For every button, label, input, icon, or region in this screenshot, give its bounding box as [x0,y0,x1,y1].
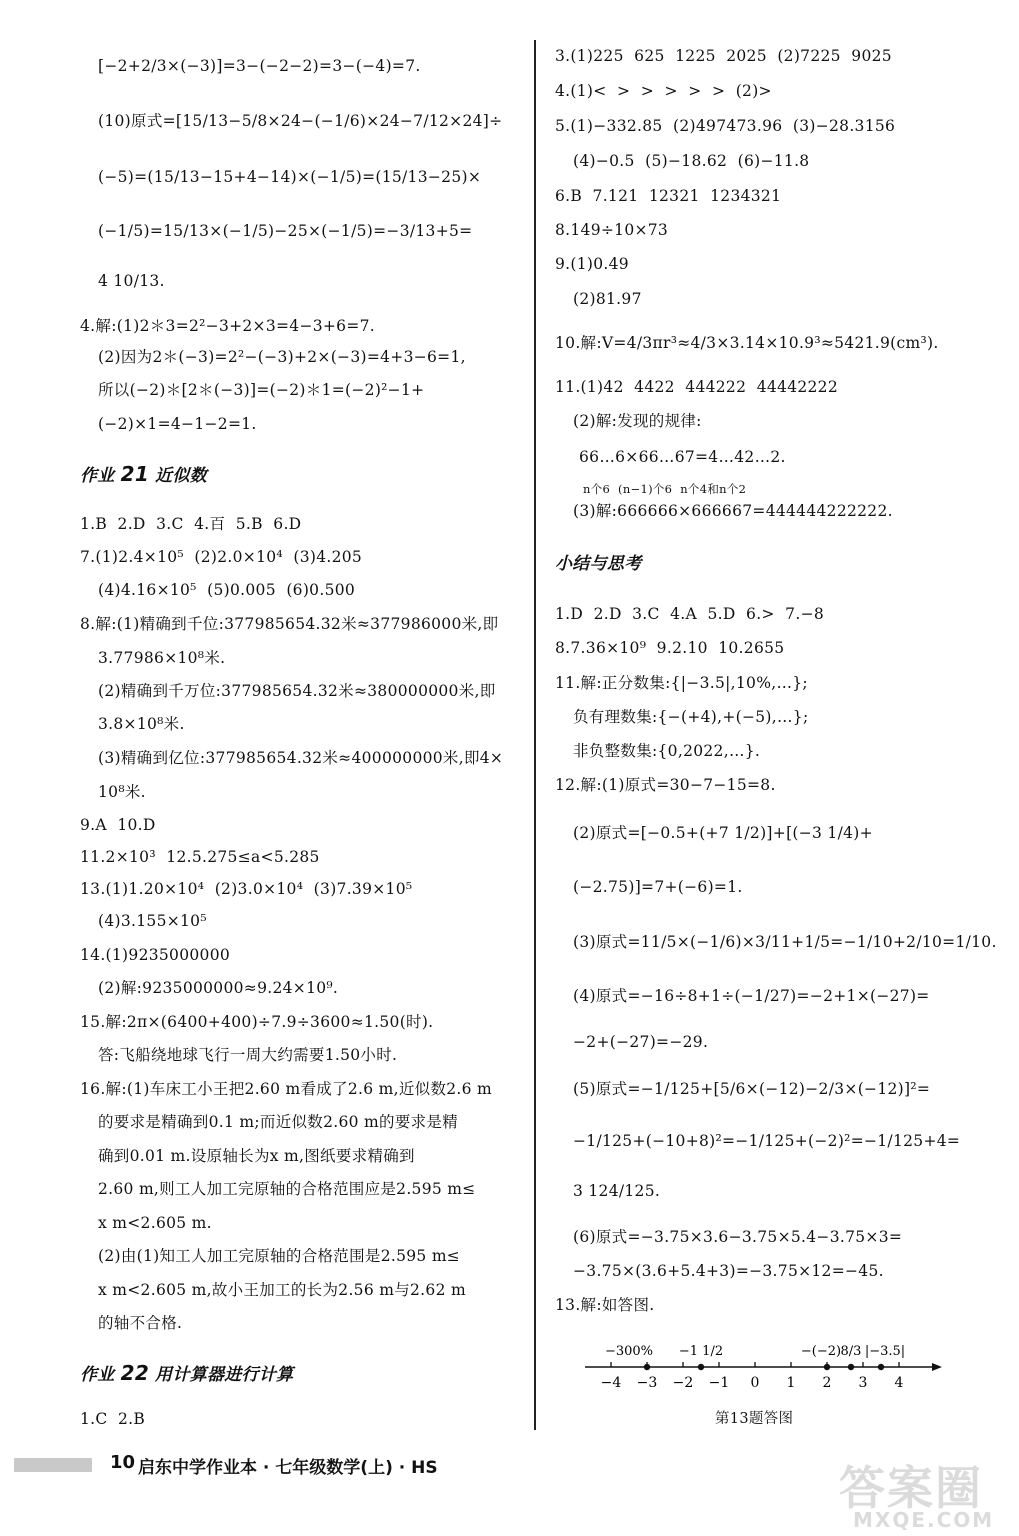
section-heading-summary: 小结与思考 [555,554,642,574]
text-line: 1.C 2.B [80,1410,146,1428]
text-line: (3)解:666666×666667=444444222222. [573,502,893,520]
text-line: 3 124/125. [573,1182,661,1200]
book-title: 启东中学作业本 · 七年级数学(上) · HS [138,1458,438,1478]
text-line: (2)因为2＊(−3)=2²−(−3)+2×(−3)=4+3−6=1, [98,348,466,366]
number-line-svg [580,1335,950,1405]
text-line: 的轴不合格. [98,1314,183,1332]
text-line: 11.(1)42 4422 444222 44442222 [555,378,838,396]
point-label: −(−2) [800,1344,842,1359]
text-line: (−5)=(15/13−15+4−14)×(−1/5)=(15/13−25)× [98,168,482,186]
text-line: n个6 (n−1)个6 n个4和n个2 [583,482,747,496]
tick-label: 4 [894,1375,904,1391]
text-line: 所以(−2)＊[2＊(−3)]=(−2)＊1=(−2)²−1+ [98,381,425,399]
text-line: (2)由(1)知工人加工完原轴的合格范围是2.595 m≤ [98,1247,461,1265]
section-heading-21: 作业 21 近似数 [80,462,207,486]
text-line: (2)精确到千万位:377985654.32米≈380000000米,即 [98,682,496,700]
text-line: 确到0.01 m.设原轴长为x m,图纸要求精确到 [98,1147,415,1165]
text-line: (2)解:9235000000≈9.24×10⁹. [98,979,339,997]
text-line: x m<2.605 m,故小王加工的长为2.56 m与2.62 m [98,1281,466,1299]
text-line: 3.77986×10⁸米. [98,649,226,667]
point-label: 8/3 [840,1344,862,1359]
text-line: 1.D 2.D 3.C 4.A 5.D 6.> 7.−8 [555,605,825,623]
text-line: (3)精确到亿位:377985654.32米≈400000000米,即4× [98,749,504,767]
text-line: (−2)×1=4−1−2=1. [98,415,257,433]
text-line: 1.B 2.D 3.C 4.百 5.B 6.D [80,515,302,533]
text-line: (6)原式=−3.75×3.6−3.75×5.4−3.75×3= [573,1228,903,1246]
text-line: 4.(1)< > > > > > (2)> [555,82,772,100]
point-marker [644,1364,650,1370]
text-line: 9.(1)0.49 [555,255,629,273]
text-line: (4)原式=−16÷8+1÷(−1/27)=−2+1×(−27)= [573,987,930,1005]
text-line: 10.解:V=4/3πr³≈4/3×3.14×10.9³≈5421.9(cm³). [555,334,939,352]
text-line: (10)原式=[15/13−5/8×24−(−1/6)×24−7/12×24]÷ [98,112,503,130]
text-line: 66…6×66…67=4…42…2. [579,448,786,466]
text-line: 13.(1)1.20×10⁴ (2)3.0×10⁴ (3)7.39×10⁵ [80,880,413,898]
text-line: 11.2×10³ 12.5.275≤a<5.285 [80,848,320,866]
text-line: 4.解:(1)2＊3=2²−3+2×3=4−3+6=7. [80,317,376,335]
text-line: 3.(1)225 625 1225 2025 (2)7225 9025 [555,47,892,65]
text-line: 答:飞船绕地球飞行一周大约需要1.50小时. [98,1046,398,1064]
text-line: 3.8×10⁸米. [98,715,185,733]
tick-label: 3 [858,1375,868,1391]
column-divider [534,40,536,1430]
text-line: (3)原式=11/5×(−1/6)×3/11+1/5=−1/10+2/10=1/10. [573,933,997,951]
point-marker [848,1364,854,1370]
text-line: 11.解:正分数集:{|−3.5|,10%,…}; [555,674,808,692]
point-label: −1 1/2 [678,1344,724,1359]
page-footer [10,1450,510,1480]
text-line: 10⁸米. [98,783,146,801]
tick-label: −2 [672,1375,694,1391]
text-line: x m<2.605 m. [98,1214,212,1232]
text-line: 13.解:如答图. [555,1296,655,1314]
watermark [835,1452,1005,1532]
tick-label: −3 [636,1375,658,1391]
tick-label: 2 [822,1375,832,1391]
tick-label: 1 [786,1375,796,1391]
text-line: 2.60 m,则工人加工完原轴的合格范围应是2.595 m≤ [98,1180,476,1198]
number-line-figure [580,1335,950,1405]
text-line: 7.(1)2.4×10⁵ (2)2.0×10⁴ (3)4.205 [80,548,363,566]
text-line: −2+(−27)=−29. [573,1033,709,1051]
text-line: (4)−0.5 (5)−18.62 (6)−11.8 [573,152,810,170]
text-line: (4)3.155×10⁵ [98,912,207,930]
tick-label: 0 [750,1375,760,1391]
page-number: 10 [110,1452,136,1473]
text-line: 负有理数集:{−(+4),+(−5),…}; [573,708,809,726]
watermark-text: 答案圈 [839,1461,983,1515]
text-line: 9.A 10.D [80,816,156,834]
text-line: 8.解:(1)精确到千位:377985654.32米≈377986000米,即 [80,615,499,633]
text-line: (2)81.97 [573,290,642,308]
point-marker [878,1364,884,1370]
point-marker [698,1364,704,1370]
text-line: (4)4.16×10⁵ (5)0.005 (6)0.500 [98,581,356,599]
section-heading-22: 作业 22 用计算器进行计算 [80,1361,294,1385]
axis-arrow [932,1363,942,1371]
watermark-url: MXQE.COM [853,1508,995,1532]
text-line: (−1/5)=15/13×(−1/5)−25×(−1/5)=−3/13+5= [98,222,473,240]
tick-label: −1 [708,1375,730,1391]
figure-caption: 第13题答图 [715,1411,794,1427]
text-line: [−2+2/3×(−3)]=3−(−2−2)=3−(−4)=7. [98,57,421,75]
point-label: −300% [604,1344,654,1359]
text-line: −3.75×(3.6+5.4+3)=−3.75×12=−45. [573,1262,884,1280]
text-line: 14.(1)9235000000 [80,946,231,964]
text-line: (−2.75)]=7+(−6)=1. [573,878,743,896]
text-line: −1/125+(−10+8)²=−1/125+(−2)²=−1/125+4= [573,1132,961,1150]
text-line: 8.7.36×10⁹ 9.2.10 10.2655 [555,639,785,657]
text-line: 15.解:2π×(6400+400)÷7.9÷3600≈1.50(时). [80,1013,434,1031]
text-line: 的要求是精确到0.1 m;而近似数2.60 m的要求是精 [98,1113,459,1131]
text-line: 8.149÷10×73 [555,221,669,239]
text-line: 5.(1)−332.85 (2)497473.96 (3)−28.3156 [555,117,896,135]
point-label: |−3.5| [864,1344,906,1359]
text-line: 非负整数集:{0,2022,…}. [573,742,761,760]
text-line: 16.解:(1)车床工小王把2.60 m看成了2.6 m,近似数2.6 m [80,1080,493,1098]
text-line: 6.B 7.121 12321 1234321 [555,187,782,205]
point-marker [824,1364,830,1370]
tick-label: −4 [600,1375,622,1391]
text-line: (2)解:发现的规律: [573,412,702,430]
text-line: (2)原式=[−0.5+(+7 1/2)]+[(−3 1/4)+ [573,824,873,842]
text-line: (5)原式=−1/125+[5/6×(−12)−2/3×(−12)]²= [573,1080,931,1098]
footer-bar [14,1458,92,1472]
text-line: 12.解:(1)原式=30−7−15=8. [555,776,776,794]
text-line: 4 10/13. [98,272,165,290]
